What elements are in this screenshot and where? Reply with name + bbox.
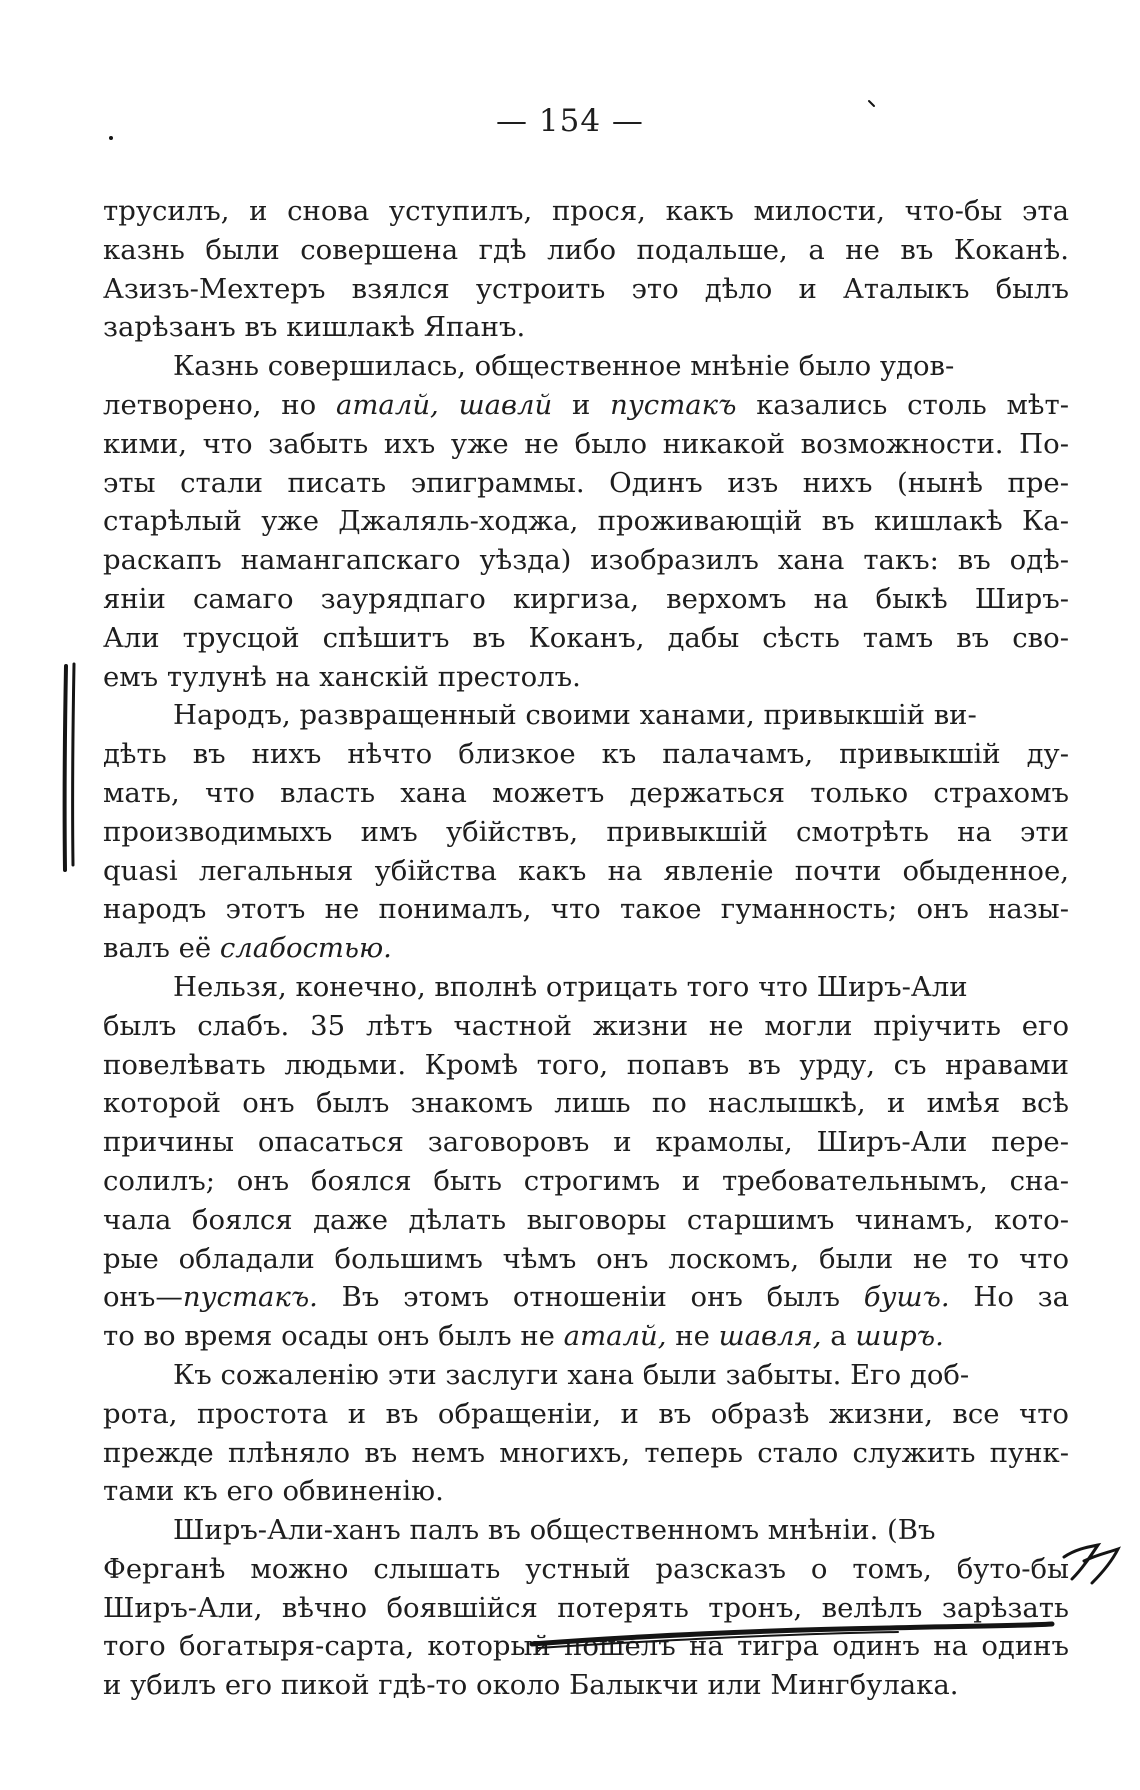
text-line <box>103 1434 1069 1473</box>
text-segment: эты стали писать эпиграммы. Одинъ изъ нихъ (нынѣ пре- <box>103 466 1069 499</box>
text-segment: quasi легальныя убійства какъ на явленіе почти обыденное, <box>103 854 1069 887</box>
italic-term: аталй, <box>563 1320 667 1353</box>
text-segment: Народъ, развращенный своими ханами, привыкшій ви- <box>173 699 977 732</box>
text-segment: кими, что забыть ихъ уже не было никакой возможности. По- <box>103 427 1069 460</box>
page-number: — 154 — <box>496 103 644 139</box>
text-segment: народъ этотъ не понималъ, что такое гуманность; онъ назы- <box>103 893 1069 926</box>
text-line <box>103 580 1069 619</box>
text-segment: Али трусцой спѣшитъ въ Коканъ, дабы сѣсть тамъ въ сво- <box>103 621 1069 654</box>
text-line <box>103 696 1069 735</box>
text-segment: прежде плѣняло въ немъ многихъ, теперь стало служить пунк- <box>103 1436 1069 1469</box>
text-segment: рые обладали большимъ чѣмъ онъ лоскомъ, были не то что <box>103 1242 1069 1275</box>
text-segment: яніи самаго заурядпаго киргиза, верхомъ на быкѣ Ширъ- <box>103 582 1069 615</box>
text-line <box>103 658 1069 697</box>
text-segment: летворено, но <box>103 388 336 421</box>
text-line <box>103 386 1069 425</box>
text-segment <box>439 389 459 421</box>
text-segment: а <box>821 1320 856 1353</box>
text-segment: трусилъ, и снова уступилъ, прося, какъ милости, что-бы эта <box>103 195 1069 227</box>
text-segment: солилъ; онъ боялся быть строгимъ и требовательнымъ, сна- <box>103 1164 1069 1197</box>
text-segment: казнь были совершена гдѣ либо подальше, а не въ Коканѣ. <box>103 233 1069 266</box>
text-segment: которой онъ былъ знакомъ лишь по наслышкѣ, и имѣя всѣ <box>103 1087 1069 1120</box>
text-segment: причины опасаться заговоровъ и крамолы, Ширъ-Али пере- <box>103 1126 1069 1159</box>
text-line <box>103 1627 1069 1666</box>
text-line <box>103 541 1069 580</box>
text-segment: то во время осады онъ былъ не <box>103 1320 564 1353</box>
text-segment: Нельзя, конечно, вполнѣ отрицать того что Ширъ-Али <box>173 970 968 1003</box>
text-line <box>103 813 1069 852</box>
text-segment: производимыхъ имъ убійствъ, привыкшій смотрѣть на эти <box>103 815 1069 848</box>
text-line <box>103 1550 1069 1589</box>
italic-term: слабостью. <box>219 932 392 965</box>
text-line <box>103 1123 1069 1162</box>
text-segment: тами къ его обвиненію. <box>103 1475 444 1508</box>
text-line <box>103 425 1069 464</box>
text-segment: старѣлый уже Джаляль-ходжа, проживающій въ кишлакѣ Ка- <box>103 505 1069 538</box>
text-line <box>103 1589 1069 1628</box>
text-segment: Къ сожаленію эти заслуги хана были забыты. Его доб- <box>173 1358 970 1391</box>
text-line <box>103 308 1069 347</box>
text-segment: Ширъ-Али-ханъ палъ въ общественномъ мнѣніи. (Въ <box>173 1514 936 1547</box>
italic-term: пустакъ <box>610 388 737 421</box>
italic-term: бушъ. <box>863 1281 950 1314</box>
text-line <box>103 1356 1069 1395</box>
text-line <box>103 1278 1069 1317</box>
text-line <box>103 774 1069 813</box>
body-text <box>103 192 1069 1705</box>
text-line <box>103 1472 1069 1511</box>
italic-term: шавлй <box>458 388 553 421</box>
text-segment: Въ этомъ отношеніи онъ былъ <box>317 1281 864 1314</box>
text-segment: валъ её <box>103 932 220 965</box>
text-line <box>103 270 1069 309</box>
text-segment: Ширъ-Али, вѣчно боявшійся потерять тронъ, велѣлъ зарѣзать <box>103 1591 1069 1624</box>
italic-term: аталй, <box>335 388 439 421</box>
text-segment: рота, простота и въ обращеніи, и въ образѣ жизни, все что <box>103 1397 1069 1430</box>
text-line <box>103 1046 1069 1085</box>
text-line <box>103 1511 1069 1550</box>
text-segment: и убилъ его пикой гдѣ-то около Балыкчи или Мингбулака. <box>103 1669 959 1702</box>
text-line <box>103 890 1069 929</box>
text-segment: не <box>666 1320 719 1353</box>
text-segment: чала боялся даже дѣлать выговоры старшимъ чинамъ, кото- <box>103 1203 1069 1236</box>
text-segment: Ферганѣ можно слышать устный разсказъ о томъ, буто-бы <box>103 1552 1069 1585</box>
text-segment: казались столь мѣт- <box>736 388 1069 421</box>
text-segment: Казнь совершилась, общественное мнѣніе было удов- <box>173 350 955 383</box>
text-line <box>103 619 1069 658</box>
text-line <box>103 192 1069 231</box>
text-line <box>103 735 1069 774</box>
text-line <box>103 464 1069 503</box>
text-line <box>103 1666 1069 1705</box>
text-segment: мать, что власть хана можетъ держаться только страхомъ <box>103 776 1069 809</box>
text-line <box>103 1317 1069 1356</box>
text-line <box>103 852 1069 891</box>
text-line <box>103 929 1069 968</box>
margin-mark-lines <box>52 660 92 875</box>
text-segment: Азизъ-Мехтеръ взялся устроить это дѣло и Аталыкъ былъ <box>103 272 1069 305</box>
text-line <box>103 1084 1069 1123</box>
text-segment: и <box>552 388 611 421</box>
text-segment: Но за <box>949 1281 1069 1314</box>
italic-term: ширъ. <box>855 1320 944 1353</box>
text-segment: того богатыря-сарта, который пошелъ на тигра одинъ на одинъ <box>103 1630 1069 1663</box>
text-segment: дѣть въ нихъ нѣчто близкое къ палачамъ, привыкшій ду- <box>103 738 1069 771</box>
text-line <box>103 502 1069 541</box>
italic-term: пустакъ. <box>182 1281 318 1314</box>
text-line <box>103 1007 1069 1046</box>
text-line <box>103 1201 1069 1240</box>
text-line <box>103 1240 1069 1279</box>
text-segment: онъ— <box>103 1281 183 1314</box>
text-segment: зарѣзанъ въ кишлакѣ Япанъ. <box>103 311 526 344</box>
text-line <box>103 231 1069 270</box>
italic-term: шавля, <box>718 1320 822 1353</box>
text-segment: раскапъ намангапскаго уѣзда) изобразилъ хана такъ: въ одѣ- <box>103 544 1069 577</box>
text-line <box>103 347 1069 386</box>
text-segment: былъ слабъ. 35 лѣтъ частной жизни не могли пріучить его <box>103 1009 1069 1042</box>
text-line <box>103 968 1069 1007</box>
text-line <box>103 1395 1069 1434</box>
text-segment: повелѣвать людьми. Кромѣ того, попавъ въ урду, съ нравами <box>103 1048 1069 1081</box>
text-segment: емъ тулунѣ на ханскій престолъ. <box>103 660 581 693</box>
text-line <box>103 1162 1069 1201</box>
